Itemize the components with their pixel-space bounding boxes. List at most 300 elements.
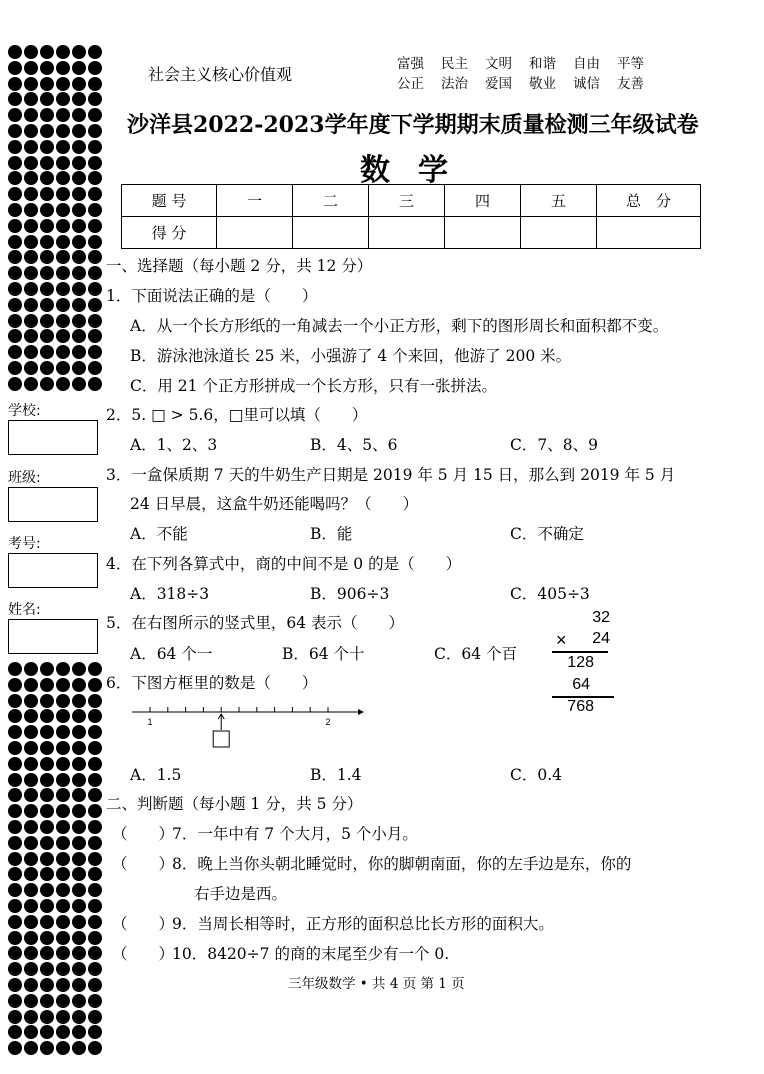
binding-dot [40,820,54,834]
binding-dot [56,915,70,929]
binding-dot [24,946,38,960]
binding-dot [88,804,102,818]
binding-dot [72,377,86,391]
binding-dot [8,994,22,1008]
number-line-start-label: 1 [147,717,153,727]
q4-option-c: C．405÷3 [510,585,590,603]
q5-option-b: B．64 个十 [282,645,365,663]
binding-dot [40,329,54,343]
binding-dot [40,314,54,328]
binding-dot [56,946,70,960]
binding-dot [88,836,102,850]
name-label: 姓名: [8,602,41,618]
q1-option-a: A．从一个长方形纸的一角减去一个小正方形，剩下的图形周长和面积都不变。 [130,317,669,335]
binding-dot [24,915,38,929]
binding-dot [8,45,22,59]
core-values-label: 社会主义核心价值观 [148,65,293,84]
binding-dot [72,836,86,850]
binding-dot [8,156,22,170]
binding-dot [8,92,22,106]
school-label: 学校: [8,403,41,419]
score-table-score-row [122,217,701,249]
binding-dot [24,709,38,723]
core-value-word: 自由 [573,56,600,72]
binding-dot [72,931,86,945]
core-value-word: 法治 [441,76,468,92]
q1-option-b: B．游泳池泳道长 25 米，小强游了 4 个来回，他游了 200 米。 [130,347,572,365]
binding-dot [8,820,22,834]
binding-dot [24,77,38,91]
binding-dot [56,773,70,787]
binding-dot [72,694,86,708]
binding-dot [8,883,22,897]
binding-dot [72,757,86,771]
binding-dot [88,978,102,992]
binding-dot [72,45,86,59]
binding-dot [56,282,70,296]
binding-dot [88,852,102,866]
binding-dot [8,235,22,249]
binding-dot [8,266,22,280]
q6-option-b: B．1.4 [310,766,362,784]
q4-option-b: B．906÷3 [310,585,390,603]
binding-dot [24,867,38,881]
binding-dot [72,678,86,692]
binding-dot [56,709,70,723]
binding-dot [72,345,86,359]
judge-item-7: 7．一年中有 7 个大月，5 个小月。 [172,825,418,843]
binding-dot [88,883,102,897]
binding-dot [40,741,54,755]
exam-title: 沙洋县2022-2023学年度下学期期末质量检测三年级试卷 [127,112,699,138]
binding-dot [8,867,22,881]
binding-dot [56,219,70,233]
binding-dot [88,282,102,296]
binding-dot [8,1025,22,1039]
binding-dot [56,1025,70,1039]
binding-dot [72,314,86,328]
binding-dot [72,978,86,992]
binding-dot [56,994,70,1008]
binding-dot [72,946,86,960]
binding-dot [88,820,102,834]
binding-dot [72,329,86,343]
binding-dot [8,836,22,850]
q3-stem-line2: 24 日早晨，这盒牛奶还能喝吗？（ ） [130,495,419,513]
binding-dot [56,250,70,264]
calc-multiplier: 24 [592,630,610,647]
core-value-word: 友善 [617,76,644,92]
binding-dot [88,962,102,976]
exam-number-field[interactable] [8,553,98,588]
score-cell[interactable] [369,217,445,249]
judge-paren[interactable]: （ ） [112,945,175,963]
binding-dot [40,694,54,708]
binding-dot [72,171,86,185]
binding-dot [8,962,22,976]
binding-dot [24,203,38,217]
binding-dot [24,1010,38,1024]
judge-item-10: 10．8420÷7 的商的末尾至少有一个 0. [172,945,450,963]
binding-dot [72,962,86,976]
binding-dot [8,899,22,913]
binding-dot [72,361,86,375]
binding-dot [40,836,54,850]
number-line [128,700,368,752]
binding-dot [24,725,38,739]
binding-dot [72,883,86,897]
binding-dot [88,361,102,375]
binding-dot [40,1041,54,1055]
name-field[interactable] [8,619,98,654]
score-cell[interactable] [217,217,293,249]
binding-dot [24,361,38,375]
binding-dot [40,140,54,154]
binding-dot [40,962,54,976]
binding-dot [88,124,102,138]
binding-dot [40,678,54,692]
core-value-word: 平等 [617,56,644,72]
binding-dot [8,77,22,91]
binding-dot [24,757,38,771]
binding-dot [88,1010,102,1024]
q5-stem: 5．在右图所示的竖式里，64 表示（ ） [106,614,405,632]
binding-dot [56,377,70,391]
binding-dot [40,250,54,264]
binding-dot [40,45,54,59]
binding-dot [40,171,54,185]
binding-dot [88,329,102,343]
binding-dot [24,820,38,834]
binding-dot [24,931,38,945]
binding-dot [40,709,54,723]
binding-dot [8,1010,22,1024]
binding-dot [24,694,38,708]
binding-dot [56,962,70,976]
vertical-multiplication [552,609,616,719]
binding-dot [88,171,102,185]
binding-dot [24,314,38,328]
binding-dot [24,108,38,122]
calc-times-sign: × [556,630,567,650]
binding-dot [24,235,38,249]
binding-dot [72,1010,86,1024]
table-cell: 得 分 [122,217,217,249]
binding-dot [40,1025,54,1039]
binding-dot [56,235,70,249]
binding-dot [72,61,86,75]
binding-dot [40,931,54,945]
binding-dot [88,867,102,881]
binding-dot [56,867,70,881]
binding-dot [88,741,102,755]
binding-dot [72,187,86,201]
binding-dot [24,899,38,913]
binding-dot [72,899,86,913]
binding-dot [40,773,54,787]
binding-dot [24,788,38,802]
binding-dot [40,345,54,359]
binding-dot [72,804,86,818]
binding-dot [88,678,102,692]
school-field[interactable] [8,420,98,455]
number-line-end-label: 2 [325,717,331,727]
table-cell: 五 [521,185,597,217]
binding-dot [72,741,86,755]
judge-paren[interactable]: （ ） [112,915,175,933]
binding-dot [40,915,54,929]
binding-dot [88,915,102,929]
binding-dot [24,773,38,787]
binding-dot [88,662,102,676]
binding-dot [88,250,102,264]
binding-dot [56,124,70,138]
binding-dot [88,1025,102,1039]
binding-dot [72,994,86,1008]
binding-dot [72,92,86,106]
binding-dot [24,282,38,296]
binding-dot [8,709,22,723]
binding-dot [24,962,38,976]
binding-dot [8,678,22,692]
binding-dot [24,298,38,312]
binding-dot [24,61,38,75]
table-cell: 三 [369,185,445,217]
binding-dot [72,852,86,866]
binding-dot [56,345,70,359]
binding-dot [88,345,102,359]
binding-dot [56,156,70,170]
binding-dot [40,852,54,866]
score-cell[interactable] [445,217,521,249]
table-cell: 题 号 [122,185,217,217]
binding-dots-top [8,45,102,393]
binding-dot [56,92,70,106]
binding-dot [8,61,22,75]
binding-dot [88,266,102,280]
binding-dot [40,124,54,138]
binding-dot [72,867,86,881]
binding-dot [56,171,70,185]
binding-dot [56,725,70,739]
binding-dot [8,203,22,217]
binding-dot [88,931,102,945]
binding-dot [56,757,70,771]
binding-dot [8,250,22,264]
number-line-arrowhead [358,709,364,715]
binding-dots-bottom [8,662,102,1062]
q5-option-c: C．64 个百 [434,645,518,663]
q3-option-a: A．不能 [130,525,188,543]
binding-dot [88,725,102,739]
class-field[interactable] [8,487,98,522]
binding-dot [88,45,102,59]
score-cell[interactable] [521,217,597,249]
binding-dot [56,883,70,897]
binding-dot [88,187,102,201]
binding-dot [72,156,86,170]
binding-dot [72,1025,86,1039]
binding-dot [8,282,22,296]
core-value-word: 文明 [485,56,512,72]
core-value-word: 敬业 [529,76,556,92]
binding-dot [56,329,70,343]
table-cell: 总 分 [597,185,701,217]
binding-dot [56,741,70,755]
binding-dot [72,298,86,312]
binding-dot [72,282,86,296]
binding-dot [72,915,86,929]
score-table-header-row [122,185,701,217]
judge-item-8: 8．晚上当你头朝北睡觉时，你的脚朝南面，你的左手边是东，你的 [172,855,632,873]
binding-dot [40,883,54,897]
binding-dot [24,741,38,755]
binding-dot [88,788,102,802]
binding-dot [88,108,102,122]
binding-dot [24,883,38,897]
binding-dot [8,329,22,343]
binding-dot [24,852,38,866]
binding-dot [88,92,102,106]
binding-dot [24,171,38,185]
judge-item-8-line2: 右手边是西。 [194,885,288,903]
number-line-answer-box[interactable] [213,731,229,747]
binding-dot [56,931,70,945]
number-line-pointer [213,714,229,747]
binding-dot [40,108,54,122]
q2-option-b: B．4、5、6 [310,436,398,454]
binding-dot [88,314,102,328]
binding-dot [56,266,70,280]
binding-dot [56,187,70,201]
binding-dot [88,203,102,217]
binding-dot [24,662,38,676]
binding-dot [56,1041,70,1055]
binding-dot [56,203,70,217]
binding-dot [8,741,22,755]
binding-dot [40,946,54,960]
core-value-word: 民主 [441,56,468,72]
binding-dot [56,678,70,692]
binding-dot [56,978,70,992]
binding-dot [88,298,102,312]
binding-dot [24,377,38,391]
binding-dot [88,994,102,1008]
q2-stem: 2．5. □ > 5.6，□里可以填（ ） [106,406,368,424]
binding-dot [40,899,54,913]
calc-line [552,651,608,653]
binding-dot [56,108,70,122]
calc-result: 768 [567,698,594,715]
binding-dot [40,92,54,106]
q6-stem: 6．下图方框里的数是（ ） [106,674,318,692]
binding-dot [24,187,38,201]
q5-option-a: A．64 个一 [130,645,213,663]
binding-dot [24,978,38,992]
binding-dot [24,804,38,818]
binding-dot [72,235,86,249]
binding-dot [40,662,54,676]
q6-option-a: A．1.5 [130,766,182,784]
binding-dot [40,788,54,802]
binding-dot [8,1041,22,1055]
q2-option-c: C．7、8、9 [510,436,598,454]
page-footer: 三年级数学 • 共 4 页 第 1 页 [288,976,465,992]
binding-dot [24,156,38,170]
number-line-arrow [218,714,224,730]
binding-dot [88,140,102,154]
binding-dot [72,219,86,233]
binding-dot [56,836,70,850]
binding-dot [56,61,70,75]
binding-dot [8,361,22,375]
table-cell: 一 [217,185,293,217]
binding-dot [24,219,38,233]
calc-partial1: 128 [567,654,594,671]
q6-option-c: C．0.4 [510,766,563,784]
exam-number-label: 考号: [8,536,41,552]
binding-dot [24,45,38,59]
binding-dot [24,1025,38,1039]
binding-dot [8,298,22,312]
binding-dot [8,725,22,739]
binding-dot [88,694,102,708]
binding-dot [56,788,70,802]
binding-dot [72,108,86,122]
core-value-word: 爱国 [485,76,512,92]
score-cell[interactable] [293,217,369,249]
binding-dot [24,994,38,1008]
binding-dot [8,931,22,945]
binding-dot [8,915,22,929]
binding-dot [56,298,70,312]
judge-item-9: 9．当周长相等时，正方形的面积总比长方形的面积大。 [172,915,554,933]
binding-dot [56,804,70,818]
calc-partial2: 64 [572,676,590,693]
binding-dot [72,725,86,739]
binding-dot [8,852,22,866]
binding-dot [72,1041,86,1055]
subject-title: 数学 [360,153,476,188]
binding-dot [24,1041,38,1055]
binding-dot [24,124,38,138]
score-cell[interactable] [597,217,701,249]
core-value-word: 和谐 [529,56,556,72]
core-value-word: 富强 [397,56,424,72]
binding-dot [56,77,70,91]
binding-dot [24,678,38,692]
binding-dot [88,757,102,771]
binding-dot [8,804,22,818]
binding-dot [72,820,86,834]
binding-dot [88,156,102,170]
q4-option-a: A．318÷3 [130,585,210,603]
binding-dot [72,77,86,91]
binding-dot [8,345,22,359]
judge-paren[interactable]: （ ） [112,825,175,843]
binding-dot [88,1041,102,1055]
binding-dot [88,219,102,233]
binding-dot [8,171,22,185]
score-table [121,184,701,249]
judge-paren[interactable]: （ ） [112,855,175,873]
binding-dot [88,773,102,787]
binding-dot [72,788,86,802]
binding-dot [8,314,22,328]
binding-dot [24,140,38,154]
binding-dot [40,61,54,75]
q2-option-a: A．1、2、3 [130,436,218,454]
